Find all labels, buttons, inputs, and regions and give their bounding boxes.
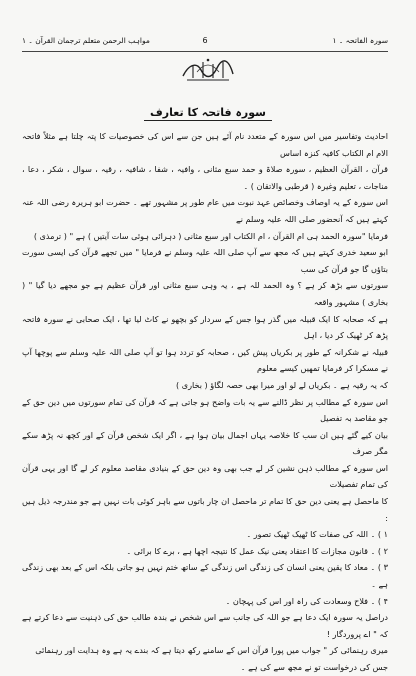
text-line: ہے کہ صحابہ کا ایک قبیلہ میں گذر ہوا جس کے سردار کو بچھو نے کاٹ لیا تھا ، ایک صحابی نے سورہ فاتحہ پڑھ کر ٹھیک کر دیا ، اہل [22, 313, 388, 341]
text-line: بیان کیے گئے ہیں ان سب کا خلاصہ یہاں اجمال بیان ہوا ہے ، اگر ایک شخص قرآن کے اور کچھ نہ پڑھ سکے مگر صرف [22, 429, 388, 457]
text-line: کہ یہ رقیہ ہے ۔ بکریاں لے لو اور میرا بھی حصہ لگاؤ ( بخاری ) [176, 379, 388, 390]
header-surah-name: سورہ الفاتحہ ۔ ۱ [332, 36, 388, 45]
page-number: 6 [202, 36, 208, 45]
text-line: سورتوں سے بڑھ کر ہے ؟ وہ الحمد للہ ہے ، یہ وہی سبع مثانی اور قرآن عظیم ہے جو مجھے دیا گیا " ( بخاری ) مشہور واقعہ [22, 280, 388, 307]
text-line: اس سورہ کے یہ اوصاف وخصائص عہد نبوت میں عام طور پر مشہور تھے ۔ حضرت ابو ہریرہ رضی اللہ عنہ کہتے ہیں کہ آنحضور صلی اللہ علیہ وسلم نے [22, 197, 388, 224]
running-header [22, 36, 388, 50]
text-line: قبیلہ نے شکرانہ کے طور پر بکریاں پیش کیں ، صحابہ کو تردد ہوا تو آپ صلی اللہ علیہ وسلم سے پوچھا آپ نے مسکرا کر فرمایا تمھیں کیسے معلوم [22, 346, 388, 374]
list-item: ۱ ) ۔ اللہ کی صفات کا ٹھیک ٹھیک تصور ۔ [246, 529, 388, 540]
text-line: اس سورہ کے مطالب پر نظر ڈالنے سے یہ بات واضح ہو جاتی ہے کہ قرآن کی تمام سورتوں میں دین حق کے جو مقاصد بہ تفصیل [22, 396, 388, 424]
section-title: سورہ فاتحہ کا تعارف [0, 106, 416, 119]
text-line: فرمایا "سورہ الحمد ہی ام القرآن ، ام الکتاب اور سبع مثانی ( دہرائی ہوئی سات آیتیں ) ہے " ( ترمذی ) [33, 230, 388, 241]
body-text [22, 128, 388, 676]
list-item: ۲ ) ۔ قانون مجازات کا اعتقاد یعنی نیک عمل کا نتیجہ اچھا ہے ، برے کا برائی ۔ [126, 545, 388, 556]
text-line: میری رہنمائی کر " جواب میں پورا قرآن اس کے سامنے رکھ دیتا ہے کہ بندے یہ ہے وہ ہدایت اور رہنمائی [35, 645, 388, 656]
text-line: جس کی درخواست تو نے مجھ سے کی ہے ۔ [240, 662, 388, 672]
text-line: ابو سعید خدری کہتے ہیں کہ مجھ سے آپ صلی اللہ علیہ وسلم نے فرمایا " میں تجھے قرآن کی ایسی سورت بتاؤں گا جو قرآن کی سب [22, 247, 388, 274]
list-item: ۳ ) ۔ معاد کا یقین یعنی انسان کی زندگی اس زندگی کے ساتھ ختم نہیں ہو جاتی بلکہ اس کے بعد بھی زندگی ہے ۔ [22, 562, 388, 590]
list-item: ۴ ) ۔ فلاح وسعادت کی راہ اور اس کی پہچان ۔ [225, 595, 388, 606]
header-rule [22, 51, 388, 52]
text-line: احادیث وتفاسیر میں اس سورہ کے متعدد نام آئے ہیں جن سے اس کی خصوصیات کا پتہ چلتا ہے مثلاً فاتحہ الام ام الکتاب کافیہ کنزہ اساس [22, 131, 388, 158]
text-line: کا ماحصل ہے یعنی دین حق کا تمام تر ماحصل ان چار باتوں سے باہر کوئی بات نہیں ہے جو مندرجہ ذیل ہیں : [22, 496, 388, 523]
header-book-title: مواہب الرحمن متعلم ترجمان القرآن ۔ ۱ [22, 36, 150, 45]
calligraphy-emblem [179, 56, 237, 84]
text-line: قرآن ، القرآن العظیم ، سورہ صلاۃ و حمد سبع مثانی ، وافیہ ، شفا ، شافیہ ، رقیہ ، سوال ، شکر ، دعا ، مناجات ، تعلیم وغیرہ ( قرطبی والاتقان ) ۔ [22, 164, 388, 191]
text-line: دراصل یہ سورہ ایک دعا ہے جو اللہ کی جانب سے اس شخص نے بندہ طالب حق کی ذہنیت سے دعا کرتے ہے کہ " اے پروردگار ! [22, 612, 388, 639]
text-line: اس سورہ کے مطالب ذہن نشین کر لے جب بھی وہ دین حق کے بنیادی مقاصد معلوم کر لے گا اور یہی قرآن کی تمام تفصیلات [22, 462, 388, 490]
